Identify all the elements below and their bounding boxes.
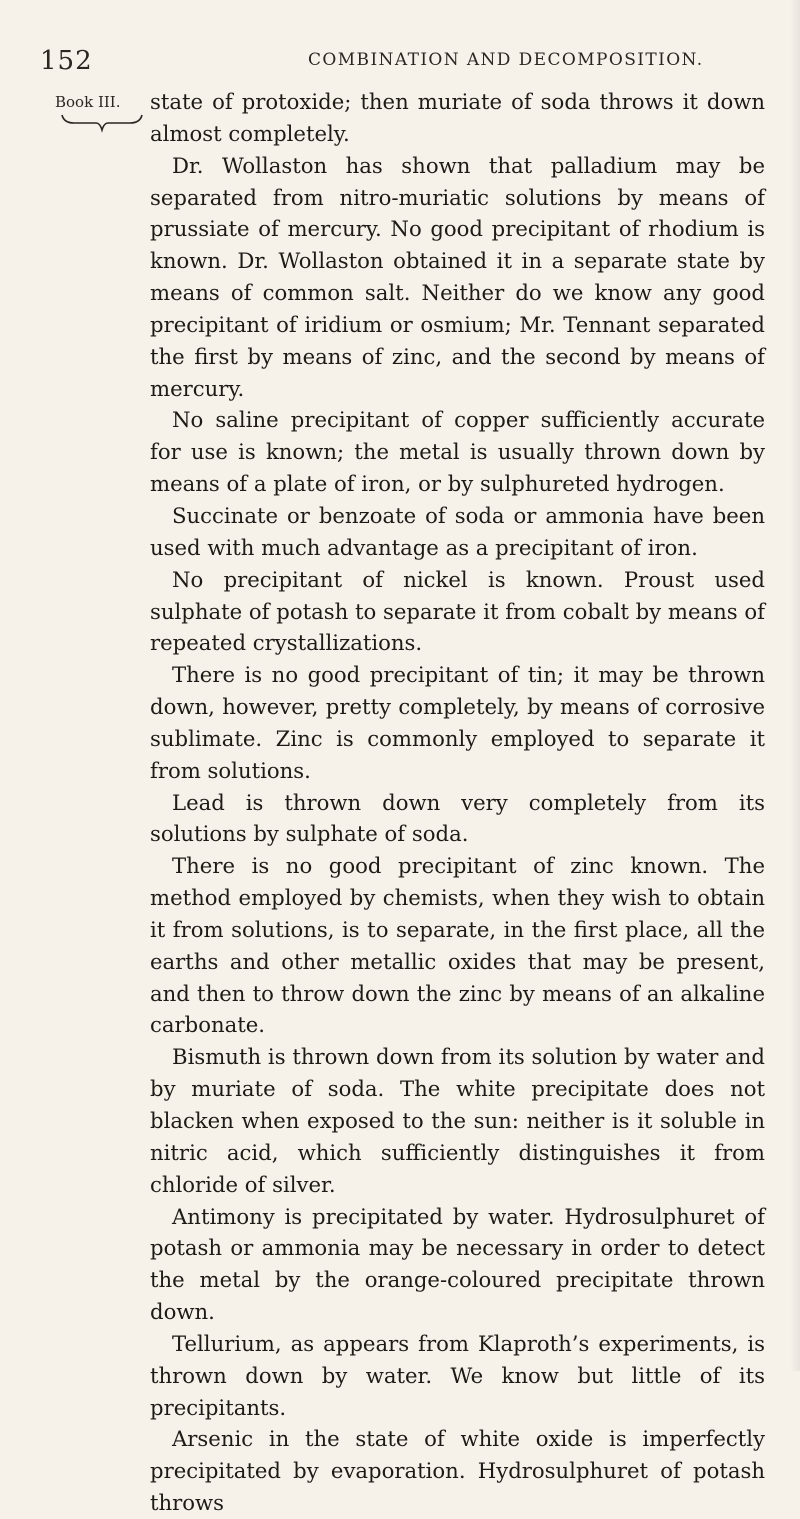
margin-brace-icon [60,113,144,133]
paragraph: Succinate or benzoate of soda or ammonia have been used with much advantage as a precipitant of iron. [150,502,765,560]
page-number: 152 [40,46,93,76]
page-edge-shadow [790,0,800,1371]
running-head: COMBINATION AND DECOMPOSITION. [308,50,704,70]
paragraph: Antimony is precipitated by water. Hydrosulphuret of potash or ammonia may be necessary in order to detect the metal by the orange-coloured precipitate thrown down. [150,1203,765,1325]
paragraph: There is no good precipitant of zinc known. The method employed by chemists, when they wish to obtain it from solutions, is to separate, in the first place, all the earths and other metallic oxides that may be present, and then to throw down the zinc by means of an alkaline carbonate. [150,853,765,1038]
paragraph: Lead is thrown down very completely from its solutions by sulphate of soda. [150,789,765,847]
paragraph: No precipitant of nickel is known. Proust used sulphate of potash to separate it from cobalt by means of repeated crystallizations. [150,566,765,656]
paragraph: state of protoxide; then muriate of soda throws it down almost completely. [150,89,765,146]
paragraph: Tellurium, as appears from Klaproth’s experiments, is thrown down by water. We know but little of its precipitants. [150,1330,765,1420]
paragraph: Dr. Wollaston has shown that palladium may be separated from nitro-muriatic solutions by means of prussiate of mercury. No good precipitant of rhodium is known. Dr. Wollaston obtained it in a separate state by means of common salt. Neither do we know any good precipitant of iridium or osmium; Mr. Tennant separated the first by means of zinc, and the second by means of mercury. [150,152,765,401]
body-text [150,86,765,1519]
paragraph: Bismuth is thrown down from its solution by water and by muriate of soda. The white precipitate does not blacken when exposed to the sun: neither is it soluble in nitric acid, which sufficiently distinguishes it from chloride of silver. [150,1044,765,1197]
paragraph: Arsenic in the state of white oxide is imperfectly precipitated by evaporation. Hydrosulphuret of potash throws [150,1426,765,1516]
paragraph: There is no good precipitant of tin; it may be thrown down, however, pretty completely, by means of corrosive sublimate. Zinc is commonly employed to separate it from solutions. [150,662,765,783]
margin-book-label: Book III. [55,93,121,111]
paragraph: No saline precipitant of copper sufficiently accurate for use is known; the metal is usually thrown down by means of a plate of iron, or by sulphureted hydrogen. [150,407,765,497]
page-header [40,46,760,86]
